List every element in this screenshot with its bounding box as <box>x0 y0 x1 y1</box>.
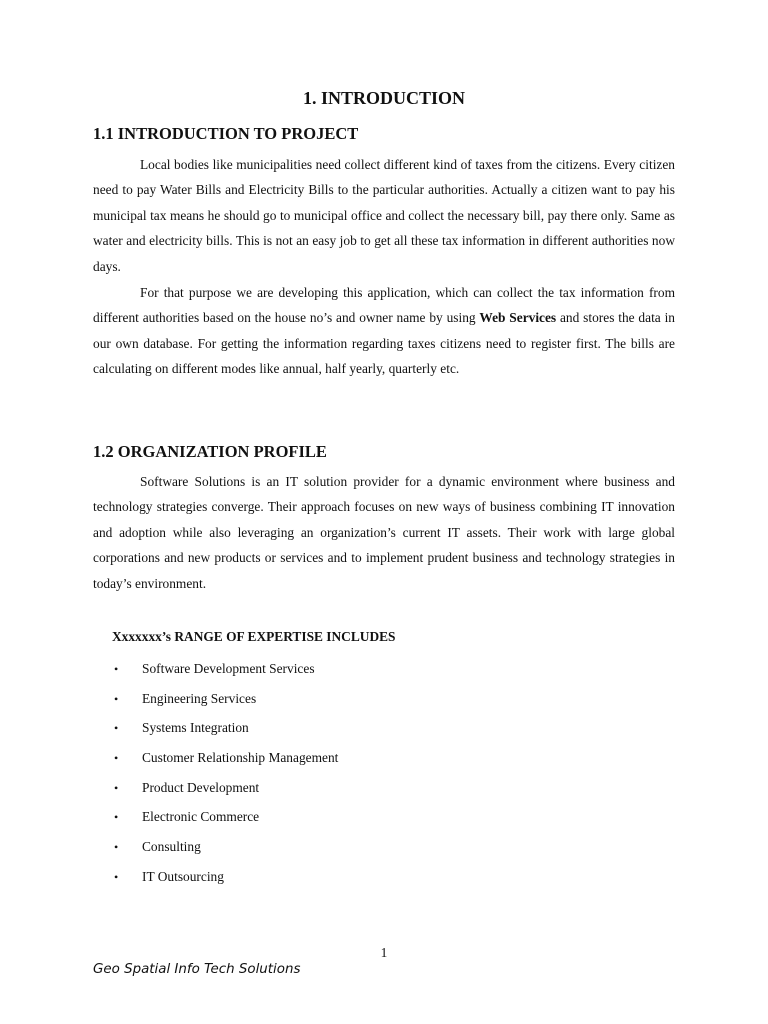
list-item-label: Product Development <box>142 779 260 795</box>
section-heading-org-profile: 1.2 ORGANIZATION PROFILE <box>93 442 327 461</box>
bullet-icon: • <box>114 869 119 884</box>
bullet-icon: • <box>114 780 119 795</box>
bullet-icon: • <box>114 691 119 706</box>
intro-paragraph-2-text-b: and stores the data in our own database. For getting the information regarding taxes citizens need to register first. The bills are calculating on different modes like annual, half yearly, quarterly etc. <box>93 310 675 377</box>
section-heading-intro-project: 1.1 INTRODUCTION TO PROJECT <box>93 124 359 143</box>
list-item <box>112 804 338 834</box>
bullet-icon: • <box>114 810 119 825</box>
expertise-list <box>112 656 338 894</box>
org-profile-paragraph-text: Software Solutions is an IT solution provider for a dynamic environment where business and technology strategies converge. Their approach focuses on new ways of business combining IT innovation and adoption while also leveraging an organization’s current IT assets. Their work with large global corporations and new products or services and to implement prudent business and technology strategies in today’s environment. <box>93 474 675 591</box>
list-item <box>112 656 338 686</box>
bullet-icon: • <box>114 751 119 766</box>
intro-paragraph-2 <box>93 280 675 382</box>
intro-paragraph-2-text-a: For that purpose we are developing this application, which can collect the tax information from different authorities based on the house no’s and owner name by using <box>93 285 675 326</box>
intro-paragraph-1-text: Local bodies like municipalities need collect different kind of taxes from the citizens. Every citizen need to pay Water Bills and Electricity Bills to the particular authorities. Actually a citizen want to pay his municipal tax means he should go to municipal office and collect the necessary bill, pay there only. Same as water and electricity bills. This is not an easy job to get all these tax information in different authorities now days. <box>93 157 675 274</box>
footer-company-name: Geo Spatial Info Tech Solutions <box>93 962 301 977</box>
list-item-label: Electronic Commerce <box>142 809 260 825</box>
list-item-label: IT Outsourcing <box>142 868 224 884</box>
list-item-label: Software Development Services <box>142 661 315 676</box>
web-services-term: Web Services <box>479 310 557 326</box>
list-item-label: Engineering Services <box>142 690 257 706</box>
chapter-title: 1. INTRODUCTION <box>302 88 466 108</box>
page-number: 1 <box>380 945 388 960</box>
bullet-icon: • <box>114 721 119 736</box>
bullet-icon: • <box>114 662 119 676</box>
list-item <box>112 715 338 745</box>
list-item-label: Systems Integration <box>142 720 249 736</box>
intro-paragraph-1 <box>93 152 675 279</box>
list-item <box>112 864 338 894</box>
list-item-label: Customer Relationship Management <box>142 750 339 766</box>
list-item <box>112 745 338 775</box>
list-item-label: Consulting <box>142 839 201 855</box>
expertise-heading: Xxxxxxx’s RANGE OF EXPERTISE INCLUDES <box>112 629 396 644</box>
list-item <box>112 775 338 805</box>
bullet-icon: • <box>114 840 119 855</box>
list-item <box>112 686 338 716</box>
list-item <box>112 834 338 864</box>
org-profile-paragraph <box>93 469 675 596</box>
